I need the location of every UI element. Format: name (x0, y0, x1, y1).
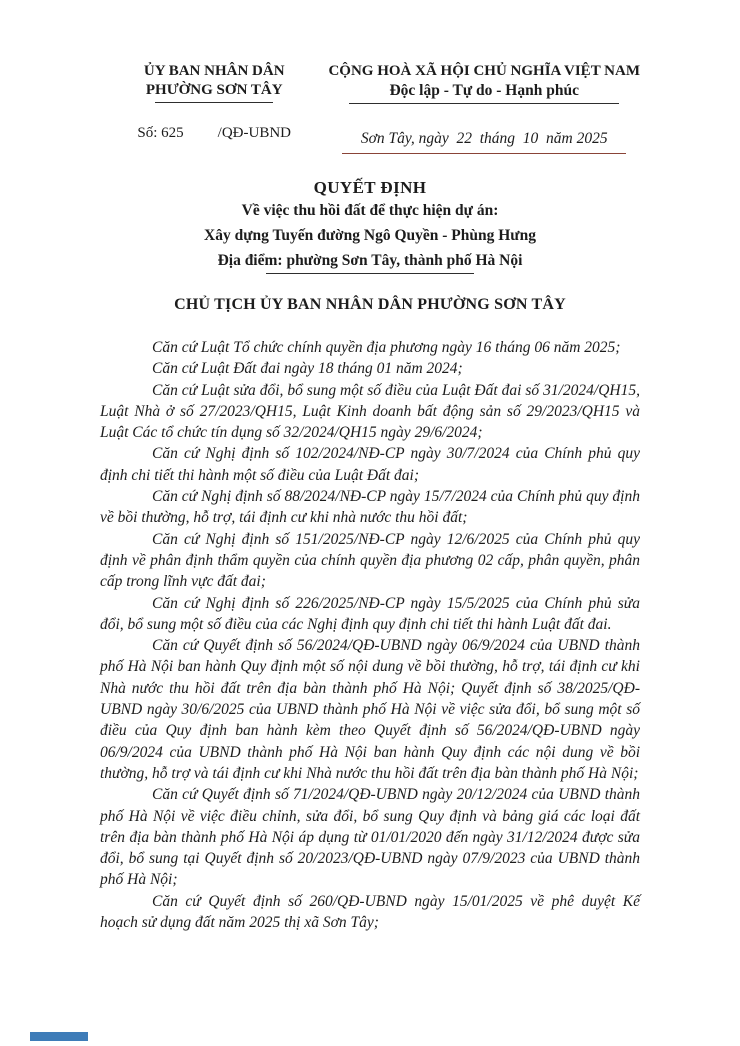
body-paragraph: Căn cứ Luật sửa đổi, bổ sung một số điều của Luật Đất đai số 31/2024/QH15, Luật Nhà ở số 27/2023/QH15, Luật Kinh doanh bất động sản số 29/2023/QH15 và Luật Các tổ chức tín dụng số 32/2024/QH15 ngày 29/6/2024; (100, 381, 640, 442)
title-block (0, 178, 740, 274)
document-number (100, 125, 328, 142)
body-paragraph: Căn cứ Luật Đất đai ngày 18 tháng 01 năm 2024; (152, 360, 463, 378)
document-body (100, 337, 640, 933)
national-header-block (328, 62, 640, 154)
national-motto: Độc lập - Tự do - Hạnh phúc (389, 82, 579, 99)
org-name-line2: PHƯỜNG SƠN TÂY (145, 82, 283, 98)
document-subtitle-2: Xây dựng Tuyến đường Ngô Quyền - Phùng Hưng (204, 227, 536, 244)
issuing-authority-block (100, 62, 328, 154)
document-number-suffix: /QĐ-UBND (217, 125, 292, 141)
footer-highlight-mark (30, 1032, 88, 1041)
deciding-authority: CHỦ TỊCH ỦY BAN NHÂN DÂN PHƯỜNG SƠN TÂY (174, 296, 566, 313)
body-paragraph: Căn cứ Nghị định số 151/2025/NĐ-CP ngày 12/6/2025 của Chính phủ quy định về phân định thẩm quyền của chính quyền địa phương 02 cấp, phân quyền, phân cấp trong lĩnh vực đất đai; (100, 530, 640, 591)
dateline-underline (342, 153, 626, 154)
org-underline (155, 102, 273, 103)
body-paragraph: Căn cứ Quyết định số 71/2024/QĐ-UBND ngày 20/12/2024 của UBND thành phố Hà Nội về việc điều chỉnh, sửa đổi, bổ sung Quy định và bảng giá các loại đất trên địa bàn thành phố Hà Nội áp dụng từ 01/01/2020 đến ngày 31/12/2024 được sửa đổi, bổ sung tại Quyết định số 20/2023/QĐ-UBND ngày 07/9/2023 của UBND thành phố Hà Nội; (100, 786, 640, 889)
document-number-value: Số: 625 (137, 125, 184, 141)
body-paragraph: Căn cứ Luật Tổ chức chính quyền địa phương ngày 16 tháng 06 năm 2025; (152, 339, 621, 356)
body-paragraph: Căn cứ Nghị định số 226/2025/NĐ-CP ngày 15/5/2025 của Chính phủ sửa đổi, bổ sung một số điều của các Nghị định quy định chi tiết thi hành Luật đất đai. (100, 594, 640, 633)
document-subtitle-1: Về việc thu hồi đất để thực hiện dự án: (241, 202, 499, 219)
national-title: CỘNG HOÀ XÃ HỘI CHỦ NGHĨA VIỆT NAM (328, 63, 640, 79)
place-dateline: Sơn Tây, ngày 22 tháng 10 năm 2025 (360, 130, 608, 147)
subtitle-underline (266, 273, 474, 274)
motto-underline (349, 103, 619, 104)
document-title: QUYẾT ĐỊNH (313, 178, 427, 197)
document-subtitle-3: Địa điểm: phường Sơn Tây, thành phố Hà Nội (217, 252, 523, 269)
body-paragraph: Căn cứ Nghị định số 102/2024/NĐ-CP ngày 30/7/2024 của Chính phủ quy định chi tiết thi hành một số điều của Luật Đất đai; (100, 445, 640, 484)
document-header (0, 0, 740, 154)
body-paragraph: Căn cứ Quyết định số 56/2024/QĐ-UBND ngày 06/9/2024 của UBND thành phố Hà Nội ban hành Quy định một số nội dung về bồi thường, hỗ trợ, tái định cư khi Nhà nước thu hồi đất trên địa bàn thành phố Hà Nội; Quyết định số 38/2025/QĐ-UBND ngày 30/6/2025 của UBND thành phố Hà Nội về việc sửa đổi, bổ sung một số điều của Quy định ban hành kèm theo Quyết định số 56/2024/QĐ-UBND ngày 06/9/2024 của UBND thành phố Hà Nội ban hành Quy định các nội dung về bồi thường, hỗ trợ và tái định cư khi Nhà nước thu hồi đất trên địa bàn thành phố Hà Nội; (100, 637, 640, 782)
body-paragraph: Căn cứ Nghị định số 88/2024/NĐ-CP ngày 15/7/2024 của Chính phủ quy định về bồi thường, hỗ trợ, tái định cư khi nhà nước thu hồi đất; (100, 488, 640, 527)
org-name-line1: ỦY BAN NHÂN DÂN (143, 63, 285, 79)
body-paragraph: Căn cứ Quyết định số 260/QĐ-UBND ngày 15/01/2025 về phê duyệt Kế hoạch sử dụng đất năm 2025 thị xã Sơn Tây; (100, 892, 640, 932)
